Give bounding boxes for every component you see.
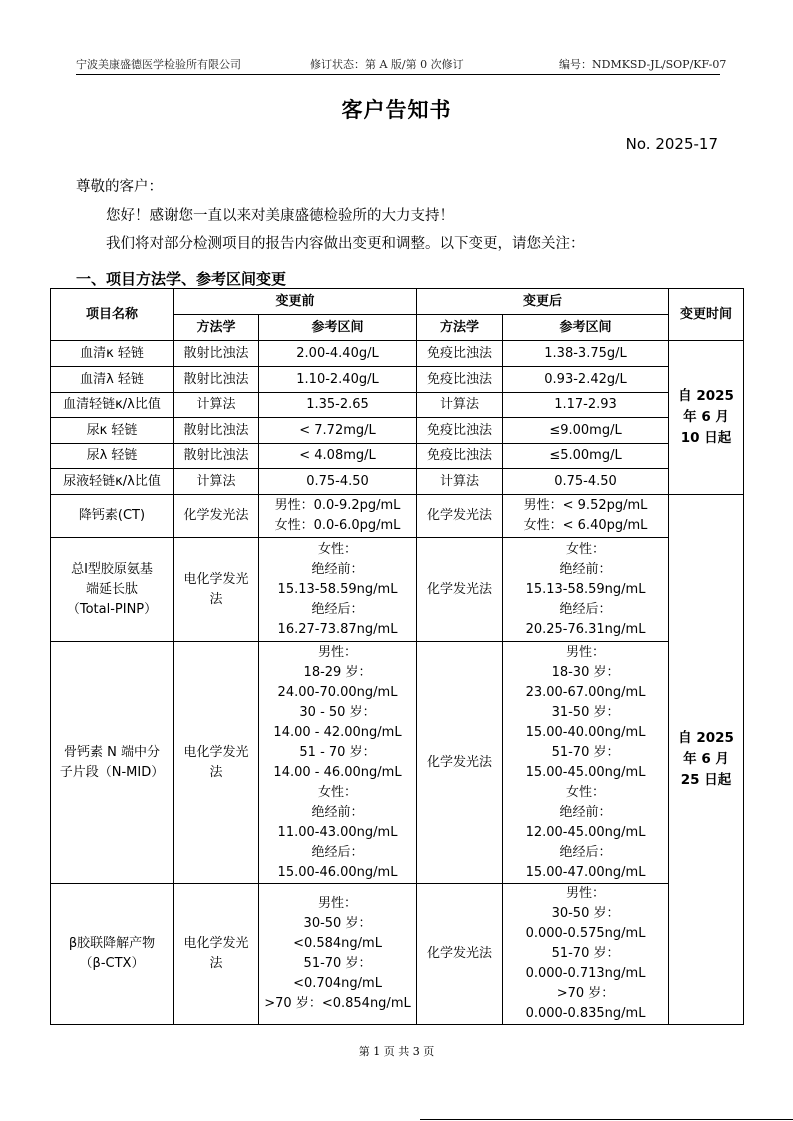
page-title: 客户告知书 [341, 98, 452, 122]
method-before-cell [174, 642, 259, 884]
cell-line: 总Ⅰ型胶原氨基 [71, 561, 153, 577]
cell-line: 尿液轻链κ/λ比值 [63, 473, 161, 489]
cell-line: 免疫比浊法 [427, 371, 493, 387]
cell-line: 子片段（N-MID） [59, 764, 165, 780]
cell-line: 散射比浊法 [183, 345, 249, 361]
cell-line: 电化学发光 [183, 936, 249, 951]
cell-line: 1.10-2.40g/L [296, 371, 379, 387]
cell-line: ≤5.00mg/L [549, 448, 622, 463]
cell-line: 化学发光法 [427, 754, 493, 770]
method-before-cell [174, 393, 259, 418]
cell-line: 30-50 岁： [303, 916, 372, 931]
cell-line: 绝经前： [559, 561, 612, 577]
table-row [51, 393, 744, 418]
cell-line: <0.704ng/mL [293, 976, 382, 991]
item-name-cell [51, 884, 174, 1025]
cell-line: 0.000-0.835ng/mL [525, 1006, 646, 1021]
cell-line: 24.00-70.00ng/mL [277, 684, 398, 700]
header-ref-before: 参考区间 [259, 315, 417, 341]
cell-line: 男性： [318, 896, 358, 911]
ref-before-cell [259, 444, 417, 469]
ref-before-cell [259, 642, 417, 884]
section-heading: 一、项目方法学、参考区间变更 [76, 270, 287, 288]
cell-line: 电化学发光 [183, 571, 249, 587]
method-after-cell [417, 469, 503, 495]
change-time-cell [669, 495, 744, 1025]
cell-line: 女性： [318, 541, 358, 557]
table-row [51, 495, 744, 538]
cell-line: 18-29 岁： [303, 664, 372, 680]
cell-line: 降钙素(CT) [78, 508, 146, 523]
header-change-time: 变更时间 [669, 289, 744, 341]
cell-line: 计算法 [196, 397, 236, 412]
cell-line: 计算法 [196, 473, 236, 489]
cell-line: 计算法 [440, 397, 480, 412]
cell-line: 绝经前： [311, 804, 364, 820]
cell-line: （β-CTX） [79, 956, 145, 971]
method-before-cell [174, 495, 259, 538]
ref-before-cell [259, 393, 417, 418]
table-row [51, 469, 744, 495]
method-after-cell [417, 642, 503, 884]
ref-after-cell [503, 341, 669, 367]
cell-line: 30 - 50 岁： [299, 704, 376, 720]
header-company: 宁波美康盛德医学检验所有限公司 [76, 58, 241, 71]
cell-line: 男性： [566, 886, 606, 901]
change-time-line: 自 2025 [678, 388, 734, 404]
table-row [51, 444, 744, 469]
paragraph-notice: 我们将对部分检测项目的报告内容做出变更和调整。以下变更，请您关注： [106, 236, 585, 252]
table-row [51, 642, 744, 884]
header-code: 编号：NDMKSD-JL/SOP/KF-07 [559, 58, 727, 71]
change-time-line: 年 6 月 [683, 409, 729, 425]
ref-before-cell [259, 538, 417, 642]
page-footer: 第 1 页 共 3 页 [358, 1045, 435, 1058]
cell-line: 绝经后： [311, 601, 364, 617]
cell-line: 免疫比浊法 [427, 422, 493, 438]
cell-line: 1.38-3.75g/L [544, 345, 627, 361]
cell-line: 法 [209, 591, 223, 607]
method-before-cell [174, 418, 259, 444]
header-method-after: 方法学 [417, 315, 503, 341]
item-name-cell [51, 418, 174, 444]
cell-line: 化学发光法 [427, 508, 493, 523]
ref-after-cell [503, 444, 669, 469]
cell-line: 女性： [318, 784, 358, 800]
cell-line: 血清κ 轻链 [80, 345, 144, 361]
cell-line: 女性：0.0-6.0pg/mL [274, 518, 401, 533]
method-after-cell [417, 393, 503, 418]
cell-line: 15.00-47.00ng/mL [525, 864, 646, 880]
cell-line: 计算法 [440, 473, 480, 489]
ref-after-cell [503, 642, 669, 884]
cell-line: 18-30 岁： [551, 664, 620, 680]
ref-before-cell [259, 341, 417, 367]
header-item-name: 项目名称 [51, 289, 174, 341]
ref-before-cell [259, 367, 417, 393]
ref-before-cell [259, 495, 417, 538]
cell-line: 1.35-2.65 [306, 397, 369, 412]
ref-after-cell [503, 367, 669, 393]
cell-line: 散射比浊法 [183, 422, 249, 438]
table-header-row [51, 289, 744, 315]
cell-line: β胶联降解产物 [68, 936, 156, 951]
header-method-before: 方法学 [174, 315, 259, 341]
method-before-cell [174, 341, 259, 367]
cell-line: 化学发光法 [183, 508, 249, 523]
cell-line: 14.00 - 46.00ng/mL [273, 764, 402, 780]
cell-line: < 4.08mg/L [299, 448, 376, 463]
header-before: 变更前 [174, 289, 417, 315]
cell-line: 男性：0.0-9.2pg/mL [274, 498, 401, 513]
cell-line: 男性： [566, 644, 606, 660]
cell-line: 11.00-43.00ng/mL [277, 824, 398, 840]
cell-line: 化学发光法 [427, 946, 493, 961]
header-divider [76, 74, 720, 75]
cell-line: 尿λ 轻链 [86, 448, 138, 463]
cell-line: 15.13-58.59ng/mL [277, 581, 398, 597]
item-name-cell [51, 367, 174, 393]
table-row [51, 367, 744, 393]
cell-line: < 7.72mg/L [299, 422, 376, 438]
cell-line: 尿κ 轻链 [86, 422, 138, 438]
cell-line: 30-50 岁： [551, 906, 620, 921]
cell-line: 散射比浊法 [183, 371, 249, 387]
cell-line: 绝经前： [311, 561, 364, 577]
cell-line: 骨钙素 N 端中分 [64, 744, 160, 760]
ref-before-cell [259, 469, 417, 495]
table-row [51, 418, 744, 444]
method-before-cell [174, 538, 259, 642]
ref-after-cell [503, 418, 669, 444]
cell-line: （Total-PINP） [66, 601, 158, 617]
cell-line: 15.13-58.59ng/mL [525, 581, 646, 597]
method-after-cell [417, 884, 503, 1025]
method-after-cell [417, 538, 503, 642]
cell-line: 女性： [566, 784, 606, 800]
document-number: No. 2025-17 [625, 135, 718, 153]
table-row [51, 884, 744, 1025]
cell-line: 免疫比浊法 [427, 448, 493, 463]
cell-line: 0.75-4.50 [306, 473, 369, 489]
ref-before-cell [259, 884, 417, 1025]
cell-line: 16.27-73.87ng/mL [277, 621, 398, 637]
cell-line: 绝经前： [559, 804, 612, 820]
cell-line: 51 - 70 岁： [299, 744, 376, 760]
bottom-rule [420, 1119, 793, 1120]
method-after-cell [417, 367, 503, 393]
cell-line: 1.17-2.93 [554, 397, 617, 412]
cell-line: 51-70 岁： [551, 946, 620, 961]
cell-line: 51-70 岁： [551, 744, 620, 760]
ref-after-cell [503, 884, 669, 1025]
cell-line: 电化学发光 [183, 744, 249, 760]
header-after: 变更后 [417, 289, 669, 315]
method-before-cell [174, 884, 259, 1025]
change-table [50, 288, 744, 1025]
item-name-cell [51, 642, 174, 884]
cell-line: 散射比浊法 [183, 448, 249, 463]
item-name-cell [51, 495, 174, 538]
ref-after-cell [503, 495, 669, 538]
item-name-cell [51, 341, 174, 367]
ref-after-cell [503, 393, 669, 418]
method-after-cell [417, 495, 503, 538]
change-time-cell [669, 341, 744, 495]
cell-line: 15.00-40.00ng/mL [525, 724, 646, 740]
cell-line: 0.93-2.42g/L [544, 371, 627, 387]
ref-after-cell [503, 538, 669, 642]
item-name-cell [51, 538, 174, 642]
item-name-cell [51, 393, 174, 418]
cell-line: 14.00 - 42.00ng/mL [273, 724, 402, 740]
cell-line: 20.25-76.31ng/mL [525, 621, 646, 637]
ref-after-cell [503, 469, 669, 495]
header-revision: 修订状态：第 A 版/第 0 次修订 [310, 58, 464, 71]
method-after-cell [417, 418, 503, 444]
method-after-cell [417, 444, 503, 469]
table-row [51, 538, 744, 642]
method-before-cell [174, 444, 259, 469]
cell-line: 绝经后： [559, 601, 612, 617]
cell-line: 12.00-45.00ng/mL [525, 824, 646, 840]
change-time-line: 25 日起 [680, 772, 732, 788]
cell-line: 女性： [566, 541, 606, 557]
cell-line: ≤9.00mg/L [549, 422, 622, 438]
method-before-cell [174, 367, 259, 393]
cell-line: 血清轻链κ/λ比值 [63, 397, 161, 412]
cell-line: 绝经后： [311, 844, 364, 860]
cell-line: 免疫比浊法 [427, 345, 493, 361]
cell-line: 女性：< 6.40pg/mL [523, 518, 648, 533]
paragraph-thanks: 您好！感谢您一直以来对美康盛德检验所的大力支持！ [106, 208, 454, 224]
cell-line: 化学发光法 [427, 581, 493, 597]
cell-line: 法 [209, 764, 223, 780]
cell-line: 血清λ 轻链 [80, 371, 144, 387]
cell-line: 0.000-0.575ng/mL [525, 926, 646, 941]
method-after-cell [417, 341, 503, 367]
cell-line: >70 岁：<0.854ng/mL [264, 996, 411, 1011]
cell-line: 端延长肽 [85, 581, 138, 597]
cell-line: 0.75-4.50 [554, 473, 617, 489]
item-name-cell [51, 444, 174, 469]
cell-line: 15.00-46.00ng/mL [277, 864, 398, 880]
item-name-cell [51, 469, 174, 495]
ref-before-cell [259, 418, 417, 444]
cell-line: <0.584ng/mL [293, 936, 382, 951]
cell-line: 0.000-0.713ng/mL [525, 966, 646, 981]
cell-line: 绝经后： [559, 844, 612, 860]
cell-line: 男性：< 9.52pg/mL [523, 498, 648, 513]
change-time-line: 自 2025 [678, 730, 734, 746]
cell-line: 31-50 岁： [551, 704, 620, 720]
salutation: 尊敬的客户： [76, 179, 163, 195]
change-time-line: 年 6 月 [683, 751, 729, 767]
cell-line: 15.00-45.00ng/mL [525, 764, 646, 780]
change-time-line: 10 日起 [680, 430, 732, 446]
cell-line: 51-70 岁： [303, 956, 372, 971]
cell-line: 法 [209, 956, 223, 971]
header-ref-after: 参考区间 [503, 315, 669, 341]
cell-line: >70 岁： [556, 986, 615, 1001]
cell-line: 2.00-4.40g/L [296, 345, 379, 361]
table-row [51, 341, 744, 367]
cell-line: 23.00-67.00ng/mL [525, 684, 646, 700]
cell-line: 男性： [318, 644, 358, 660]
method-before-cell [174, 469, 259, 495]
